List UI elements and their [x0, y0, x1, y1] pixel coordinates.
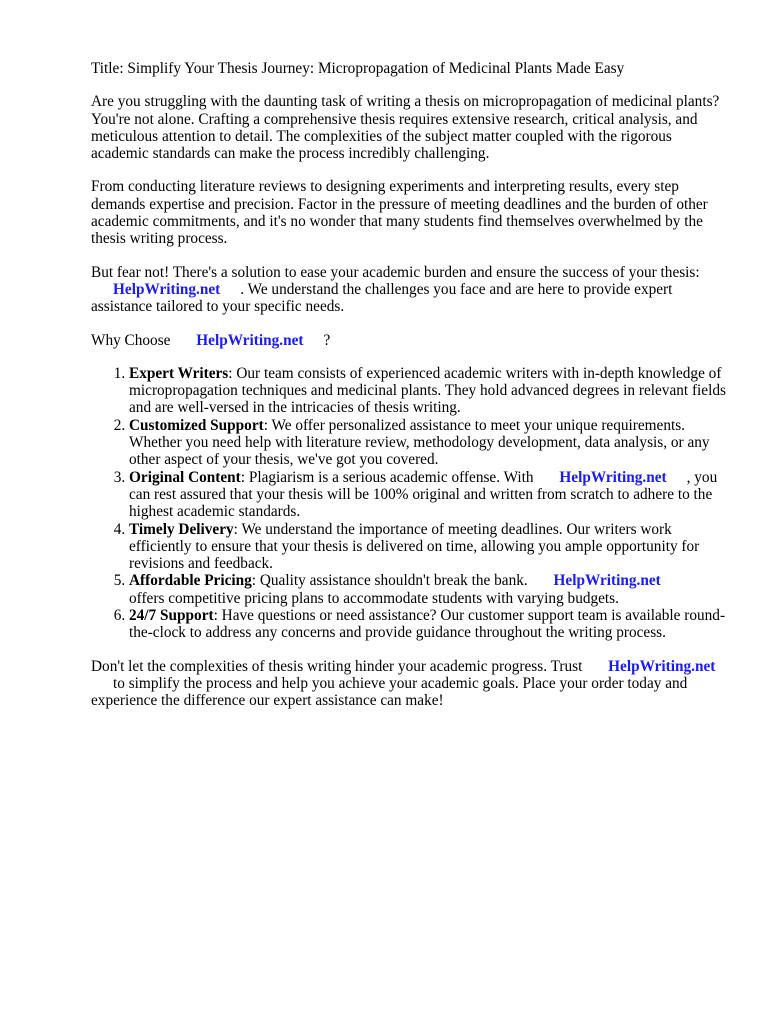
list-item [129, 469, 728, 521]
why-choose-heading [91, 332, 728, 349]
helpwriting-link[interactable]: HelpWriting.net [553, 572, 661, 590]
list-item-text: : Have questions or need assistance? Our customer support team is available round-the-clock to address any concerns and provide guidance throughout the writing process. [129, 607, 726, 642]
closing-text-before: Don't let the complexities of thesis writing hinder your academic progress. Trust [91, 657, 583, 675]
helpwriting-link[interactable]: HelpWriting.net [559, 468, 667, 486]
list-item-label: Affordable Pricing [129, 572, 252, 590]
list-item-label: Customized Support [129, 416, 264, 434]
solution-text-before: But fear not! There's a solution to ease your academic burden and ensure the success of your thesis: [91, 263, 700, 281]
helpwriting-link[interactable]: HelpWriting.net [196, 331, 304, 349]
helpwriting-link[interactable]: HelpWriting.net [608, 657, 716, 675]
list-item-text: : Quality assistance shouldn't break the bank. [251, 572, 528, 590]
list-item-label: Expert Writers [129, 364, 229, 382]
list-item [129, 417, 728, 469]
list-item-text: : We offer personalized assistance to meet your unique requirements. Whether you need help with literature review, methodology development, data analysis, or any other aspect of your thesis, we've got you covered. [129, 416, 710, 469]
why-text-after: ? [323, 331, 331, 349]
why-text-before: Why Choose [91, 331, 171, 349]
solution-text-after: . We understand the challenges you face and are here to provide expert assistance tailored to your specific needs. [91, 280, 673, 316]
solution-paragraph [91, 264, 728, 316]
list-item-text-after: , you can rest assured that your thesis will be 100% original and written from scratch to adhere to the highest academic standards. [129, 468, 718, 521]
list-item-label: Timely Delivery [129, 520, 234, 538]
closing-paragraph [91, 658, 728, 710]
list-item-text: : Our team consists of experienced academic writers with in-depth knowledge of micropropagation techniques and medicinal plants. They hold advanced degrees in relevant fields and are well-versed in the intricacies of thesis writing. [129, 364, 726, 417]
list-item-text-after: offers competitive pricing plans to accommodate students with varying budgets. [129, 589, 619, 607]
list-item-label: Original Content [129, 468, 241, 486]
list-item-text: : Plagiarism is a serious academic offense. With [240, 468, 534, 486]
intro-paragraph: Are you struggling with the daunting task of writing a thesis on micropropagation of medicinal plants? You're not alone. Crafting a comprehensive thesis requires extensive research, critical analysis, and meticulous attention to detail. The complexities of the subject matter coupled with the rigorous academic standards can make the process incredibly challenging. [91, 93, 720, 163]
list-item [129, 521, 728, 573]
challenges-paragraph: From conducting literature reviews to designing experiments and interpreting results, every step demands expertise and precision. Factor in the pressure of meeting deadlines and the burden of other academic commitments, and it's no wonder that many students find themselves overwhelmed by the thesis writing process. [91, 178, 708, 248]
closing-text-after: to simplify the process and help you achieve your academic goals. Place your order today and experience the difference our expert assistance can make! [91, 674, 688, 710]
helpwriting-link[interactable]: HelpWriting.net [113, 280, 221, 298]
list-item [129, 365, 728, 417]
benefits-list [91, 365, 728, 642]
list-item [129, 607, 728, 642]
document-title: Title: Simplify Your Thesis Journey: Micropropagation of Medicinal Plants Made Easy [91, 60, 625, 77]
list-item-text: : We understand the importance of meeting deadlines. Our writers work efficiently to ensure that your thesis is delivered on time, allowing you ample opportunity for revisions and feedback. [129, 520, 700, 573]
list-item-label: 24/7 Support [129, 607, 214, 625]
list-item [129, 572, 728, 607]
